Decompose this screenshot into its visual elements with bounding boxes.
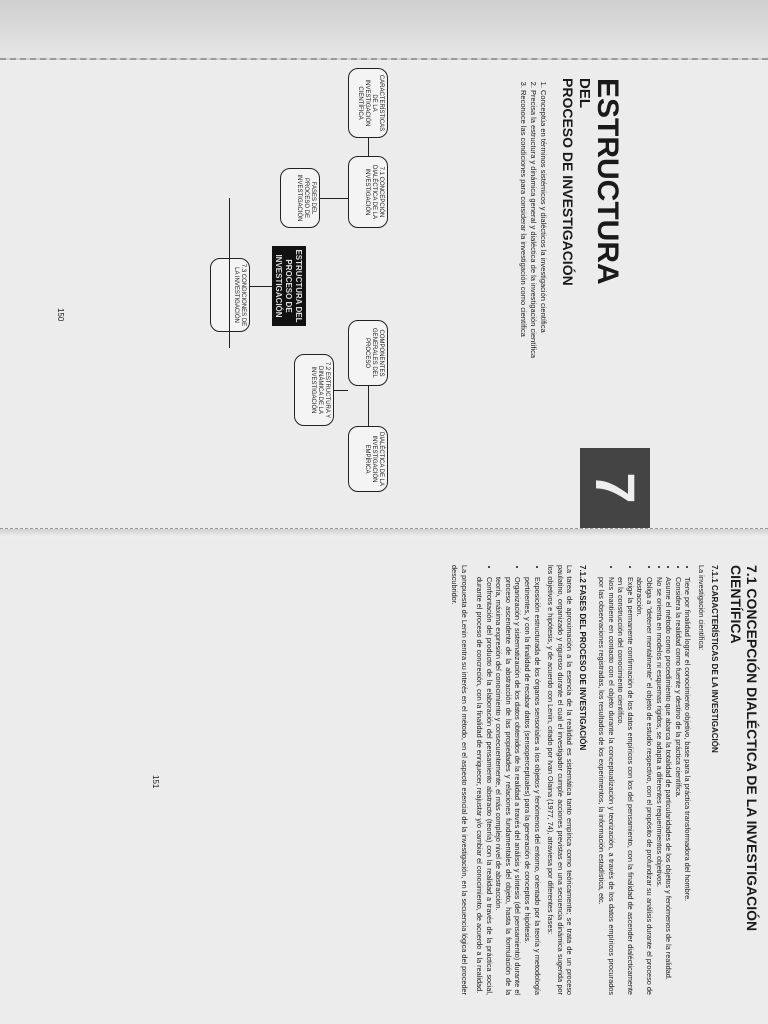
- chapter-title-line3: PROCESO DE INVESTIGACIÓN: [560, 78, 576, 286]
- list-item: • No se orienta en modelos ni esquemas rígidos, se adapta a diferentes requerimientos objetivos.: [654, 577, 664, 995]
- objective-item: 1. Conceptúa en términos sistémicos y dialécticos la investigación científica: [538, 90, 548, 450]
- map-connector: [229, 198, 230, 348]
- map-box-caracteristicas: CARACTERÍSTICAS DE LA INVESTIGACIÓN CIENTÍFICA: [348, 68, 388, 138]
- list-item: • Asume el método como procedimiento que abarca la totalidad de particularidades de los objetos y fenómenos de la realidad.: [664, 577, 674, 995]
- map-connector: [250, 286, 272, 287]
- phases-paragraph: La tarea de aproximación a la esencia de la realidad es sistemática tanto empírica como teóricamente; se trata de un proceso paulatino, organizado y riguroso durante el cual el investigador cumple acciones previstas en una secuencia dinámica sugerida por los objetivos e hipótesis, y de acuerdo con Lenin, citado por Ivan Olaina (1977, 74), atraviesa por diferentes fases:: [546, 565, 575, 995]
- chapter-number: 7: [580, 448, 650, 528]
- map-box-componentes: COMPONENTES GENERALES DEL PROCESO: [348, 320, 388, 386]
- page-number-left: 150: [56, 308, 65, 322]
- list-item: • Exposición estructurada de los órganos sensoriales a los objetos y fenómenos del entorno, orientado por la teoría y metodología pertinentes, y con la finalidad de recabar datos (sensoperceptuales) para la generación de conceptos e hipótesis.: [523, 577, 542, 995]
- objective-item: 3. Reconoce las condiciones para considerar la investigación como científica: [518, 90, 528, 450]
- map-box-concepcion: 7.1 CONCEPCIÓN DIALÉCTICA DE LA INVESTIGACIÓN: [348, 156, 388, 228]
- list-item: • Considera la realidad como fuente y destino de la práctica científica.: [673, 577, 683, 995]
- map-box-dialectica: DIALÉCTICA DE LA INVESTIGACIÓN EMPÍRICA: [348, 426, 388, 492]
- list-item: • Nos mantiene en contacto con el objeto durante la conceptualización y teorización, a través de los datos empíricos procurados por las observaciones registradas, los resultados de los experimentos, la información estadística, etc.: [596, 577, 615, 995]
- section-heading-7-1: 7.1 CONCEPCIÓN DIALÉCTICA DE LA INVESTIGACIÓN CIENTÍFICA: [728, 565, 760, 932]
- page-fold: [0, 528, 768, 537]
- list-item: • Exige la permanente confirmación de los datos empíricos con los del pensamiento, con la finalidad de ascender dialécticamente en la construcción del conocimiento científico.: [616, 577, 635, 995]
- scan-top-edge: [0, 0, 768, 60]
- list-item: • Obliga a "detener mentalmente" el objeto de estudio respectivo, con el propósito de profundizar su análisis durante el proceso de abstracción.: [635, 577, 654, 995]
- list-item: • Confrontación del producto de la elaboración del pensamiento abstracto (teoría) con la realidad a través de la práctica social, durante el proceso de concreción, con la finalidad de enriquecer, reajustar y/o cambiar el conocimiento, de acuerdo a la realidad.: [475, 577, 494, 995]
- left-page: [10, 68, 650, 528]
- map-box-condiciones: 7.3 CONDICIONES DE LA INVESTIGACIÓN: [210, 258, 250, 332]
- list-item: • Tiene por finalidad lograr el conocimiento objetivo, base para la práctica transformadora del hombre.: [683, 577, 693, 995]
- subsection-heading-7-1-2: 7.1.2 FASES DEL PROCESO DE INVESTIGACIÓN: [578, 565, 588, 751]
- intro-line: La investigación científica:: [697, 565, 706, 651]
- map-connector: [334, 390, 348, 391]
- chapter-title-line2: DEL: [576, 78, 593, 108]
- objectives-list: [518, 78, 548, 450]
- objective-item: 2. Precisa la estructura y dinámica general y dialéctica de la investigación científica: [528, 90, 538, 450]
- page-number-right: 151: [151, 775, 160, 789]
- map-box-fases: FASES DEL PROCESO DE INVESTIGACIÓN: [280, 168, 320, 228]
- map-box-estructura: 7.2 ESTRUCTURA Y DINÁMICA DE LA INVESTIGACIÓN: [294, 354, 334, 426]
- map-connector: [368, 386, 369, 426]
- subsection-heading-7-1-1: 7.1.1 CARACTERÍSTICAS DE LA INVESTIGACIÓN: [710, 565, 719, 753]
- chapter-title-line1: ESTRUCTURA: [591, 78, 624, 285]
- map-connector: [368, 138, 369, 156]
- characteristics-list: [596, 565, 692, 995]
- map-connector: [320, 198, 348, 199]
- closing-paragraph: La propuesta de Lenin centra su interés en el método, en el aspecto esencial de la investigación, en la secuencia lógica del proceder descubridor.: [449, 565, 469, 995]
- right-page: [100, 565, 760, 1005]
- list-item: • Organización y sistematización de los datos obtenidos de la realidad a través del análisis y síntesis (del pensamiento) durante el proceso ascendente de la abstracción de las propiedades y relaciones fundamentales del objeto, hasta la formulación de la teoría, máxima expresión del conocimiento y consecuentemente, el más complejo nivel de abstracción.: [494, 577, 523, 995]
- phases-list: [475, 565, 542, 995]
- map-center-box: ESTRUCTURA DEL PROCESO DE INVESTIGACIÓN: [272, 246, 306, 326]
